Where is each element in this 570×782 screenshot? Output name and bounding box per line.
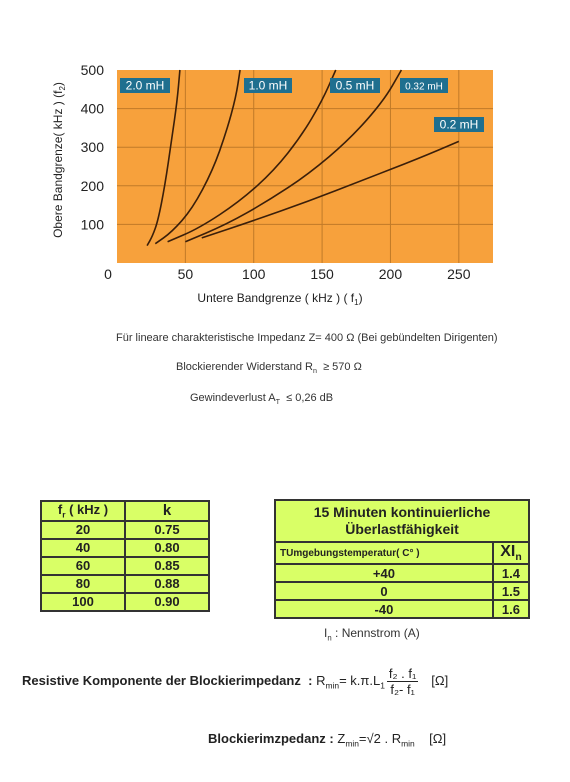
y-tick-label: 100 bbox=[80, 216, 104, 233]
series-label bbox=[400, 78, 448, 93]
series-label bbox=[330, 78, 380, 93]
overload-header-row bbox=[275, 542, 529, 564]
y-axis-label: Obere Bandgrenze( kHz ) $(f_2)$ bbox=[51, 82, 67, 238]
series-label bbox=[244, 78, 292, 93]
table-row: 100 0.90 bbox=[41, 593, 209, 611]
x-tick-label: 250 bbox=[447, 266, 471, 282]
series-label-text: 2.0 mH bbox=[125, 78, 165, 93]
impedance-note: Für lineare charakteristische Impedanz Z= 400 Ω (Bei gebündelten Dirigenten) bbox=[116, 332, 498, 344]
y-tick-label: 400 bbox=[80, 100, 104, 117]
table-row: 80 0.88 bbox=[41, 575, 209, 593]
table-row: +40 1.4 bbox=[275, 564, 529, 582]
table-row: 40 0.80 bbox=[41, 539, 209, 557]
blocking-resistance-note: Blockierender Widerstand $R_n \ge 570$ Ω bbox=[176, 361, 362, 376]
resistive-component-formula: Resistive Komponente der Blockierimpedanz : $R_{min}= k.\pi.L_1$ $\frac{\text{f₂ . f₁}}{\text{f₂- f₁}}$ [Ω] bbox=[22, 666, 449, 697]
series-label-text: 0.2 mH bbox=[439, 117, 479, 132]
header-fr: $f_r$ ( kHz ) bbox=[41, 501, 125, 521]
series-label bbox=[434, 117, 484, 132]
series-label-text: 0.5 mH bbox=[335, 78, 375, 93]
blocking-impedance-formula: Blockierimzpedanz : $Z_{min}=√2$ . $R_{min}$ [Ω] bbox=[208, 731, 447, 749]
table-row: 20 0.75 bbox=[41, 521, 209, 539]
x-tick-label: 150 bbox=[310, 266, 334, 282]
x-axis-label: Untere Bandgrenze ( kHz ) ( $f_1$) bbox=[197, 291, 363, 307]
header-k: k bbox=[125, 501, 209, 521]
nominal-current-footnote: $I_n$ : Nennstrom (A) bbox=[324, 626, 420, 643]
thread-loss-note: Gewindeverlust $A_T \le 0,26$ dB bbox=[190, 392, 334, 407]
x-tick-label: 200 bbox=[378, 266, 403, 282]
series-label-text: 1.0 mH bbox=[248, 78, 288, 93]
x-tick-label: 50 bbox=[177, 266, 194, 282]
y-tick-label: 500 bbox=[80, 62, 104, 78]
chart-plot-area bbox=[117, 70, 493, 263]
table-row: 60 0.85 bbox=[41, 557, 209, 575]
y-tick-label: 300 bbox=[80, 139, 104, 156]
y-tick-label: 200 bbox=[80, 177, 104, 194]
band-limit-chart bbox=[0, 0, 570, 320]
header-temperature: TUmgebungstemperatur( C° ) bbox=[275, 542, 493, 564]
table-row: -40 1.6 bbox=[275, 600, 529, 618]
header-xl: $XI_n$ bbox=[493, 542, 529, 564]
series-label-text: 0.32 mH bbox=[405, 81, 443, 93]
overload-title-row bbox=[275, 500, 529, 542]
frequency-fraction: $\frac{\text{f₂ . f₁}}{\text{f₂- f₁}}$ bbox=[388, 666, 417, 697]
overload-table bbox=[274, 499, 530, 619]
x-tick-label: 0 bbox=[104, 266, 112, 282]
frequency-k-table bbox=[40, 500, 210, 612]
table-row: 0 1.5 bbox=[275, 582, 529, 600]
table-header-row bbox=[41, 501, 209, 521]
overload-title: 15 Minuten kontinuierliche Überlastfähigkeit bbox=[275, 500, 529, 542]
series-label bbox=[120, 78, 170, 93]
x-tick-label: 100 bbox=[242, 266, 266, 282]
